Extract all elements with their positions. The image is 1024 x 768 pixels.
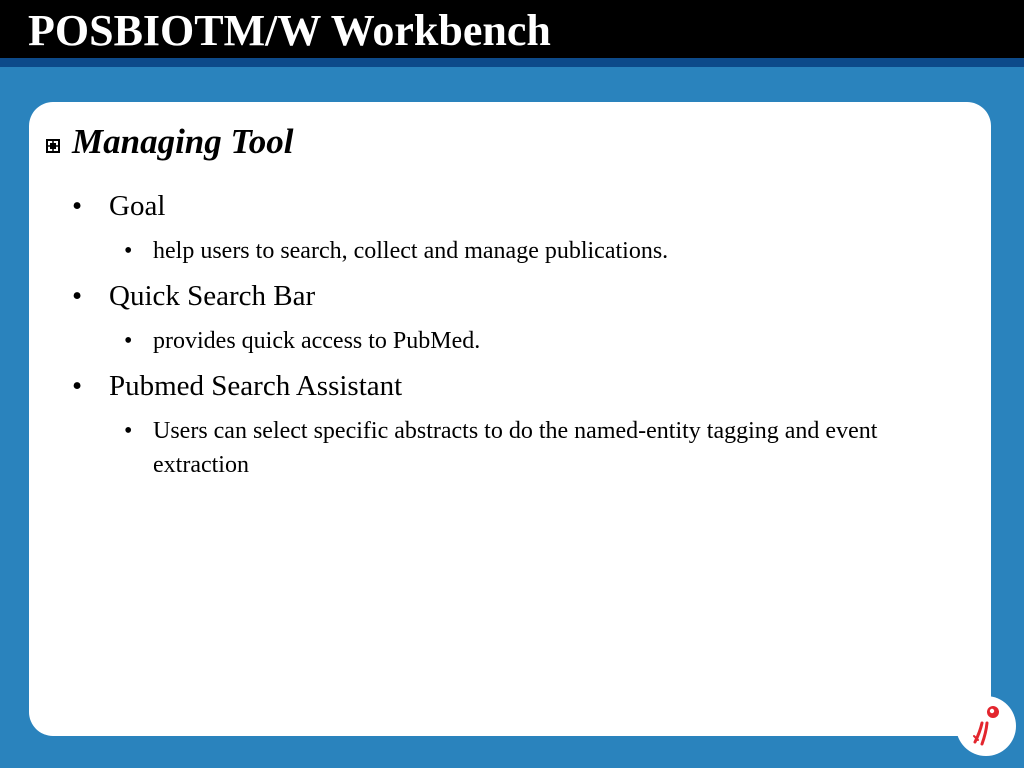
bullet-icon: • (72, 280, 83, 312)
bullet-icon: • (72, 190, 83, 222)
section-heading (46, 120, 293, 164)
bullet-sub-goal: help users to search, collect and manage publications. (153, 238, 669, 264)
square-bullet-icon (46, 139, 60, 153)
list-item (124, 414, 954, 482)
slide-title: POSBIOTM/W Workbench (28, 6, 551, 55)
title-bar (0, 0, 1024, 58)
list-item (72, 189, 165, 223)
bullet-label-goal: Goal (109, 190, 166, 222)
section-heading-text: Managing Tool (72, 122, 294, 161)
list-item (124, 234, 954, 268)
bullet-label-pubmed-assistant: Pubmed Search Assistant (109, 370, 403, 402)
institution-logo (956, 696, 1016, 756)
bullet-sub-pubmed-assistant: Users can select specific abstracts to do the named-entity tagging and event extraction (153, 418, 878, 478)
list-item (72, 369, 402, 403)
bullet-icon: • (72, 370, 83, 402)
list-item (124, 324, 954, 358)
bullet-icon: • (124, 238, 133, 264)
bullet-icon: • (124, 418, 133, 444)
bullet-sub-quick-search: provides quick access to PubMed. (153, 328, 481, 354)
title-underline (0, 58, 1024, 67)
institution-logo-icon (956, 696, 1016, 756)
bullet-label-quick-search: Quick Search Bar (109, 280, 316, 312)
list-item (72, 279, 315, 313)
bullet-icon: • (124, 328, 133, 354)
